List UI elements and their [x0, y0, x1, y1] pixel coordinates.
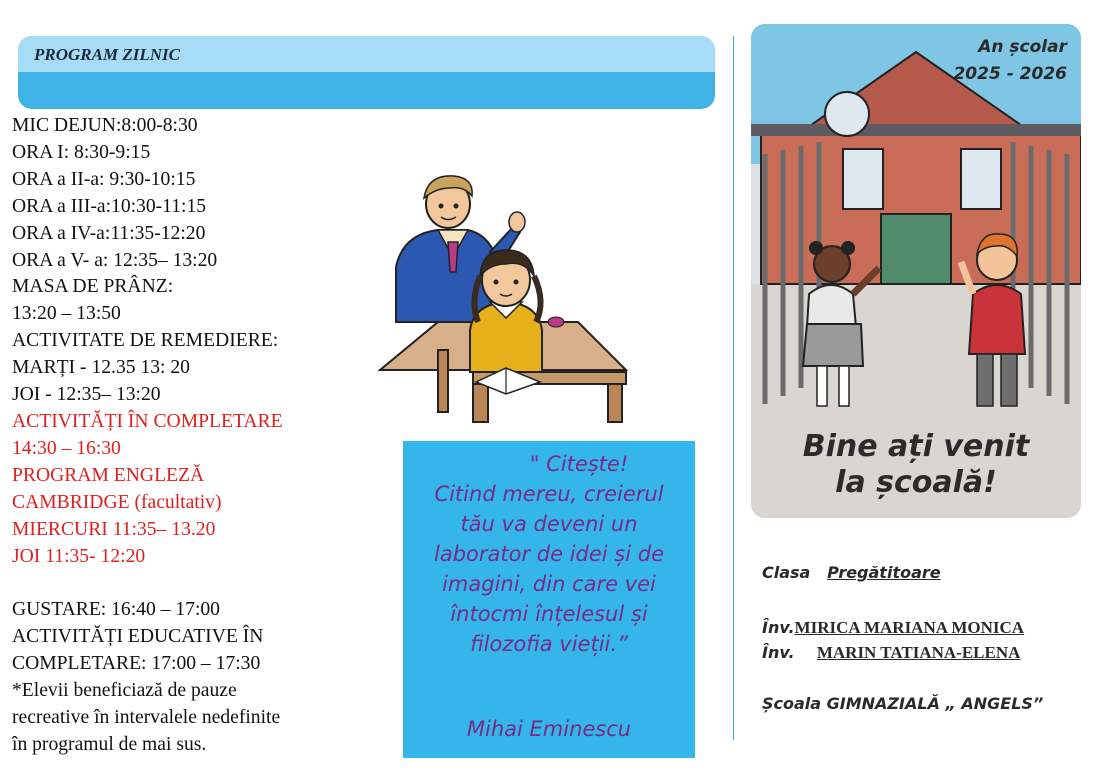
quote-author: Mihai Eminescu [466, 717, 632, 741]
schedule-line-highlight: JOI 11:35- 12:20 [12, 545, 146, 567]
class-label: Clasa [762, 563, 811, 582]
schedule-line: COMPLETARE: 17:00 – 17:30 [12, 653, 261, 675]
teacher-1-name: MIRICA MARIANA MONICA [794, 618, 1025, 637]
schedule-line: ORA a V- a: 12:35– 13:20 [12, 249, 218, 271]
schedule-line-highlight: CAMBRIDGE (facultativ) [12, 491, 222, 513]
teacher-2 [762, 643, 1020, 663]
quote-line: Citind mereu, creierul [434, 482, 664, 506]
program-header-bar [18, 36, 715, 109]
teacher-1-label: Înv. [762, 618, 795, 637]
schedule-spacer [12, 570, 372, 597]
schedule-line: ORA a II-a: 9:30-10:15 [12, 168, 196, 190]
quote-text [403, 449, 695, 659]
schedule-line: MARȚI - 12.35 13: 20 [12, 357, 190, 379]
schedule-line-highlight: PROGRAM ENGLEZĂ [12, 464, 205, 486]
school-year-label [953, 34, 1067, 88]
schedule-note: *Elevii beneficiază de pauze [12, 680, 237, 702]
schedule-line: 13:20 – 13:50 [12, 303, 121, 325]
teacher-1 [762, 618, 1024, 638]
welcome-line: Bine ați venit [802, 429, 1030, 464]
schedule-line: ACTIVITĂȚI EDUCATIVE ÎN [12, 626, 264, 648]
quote-line: întocmi înțelesul și [450, 602, 648, 626]
column-divider [733, 36, 734, 740]
quote-line: imagini, din care vei [442, 572, 656, 596]
school-year-caption: An școlar [978, 37, 1067, 57]
schedule-line: ORA a III-a:10:30-11:15 [12, 195, 207, 217]
class-info [762, 563, 941, 582]
class-value: Pregătitoare [827, 563, 941, 582]
schedule-note: în programul de mai sus. [12, 733, 207, 755]
schedule-line: ORA I: 8:30-9:15 [12, 141, 151, 163]
students-cartoon-illustration [378, 172, 628, 427]
school-year-value: 2025 - 2026 [953, 64, 1067, 84]
program-title: PROGRAM ZILNIC [34, 45, 180, 64]
schedule-line-highlight: MIERCURI 11:35– 13.20 [12, 518, 216, 540]
schedule-line: ORA a IV-a:11:35-12:20 [12, 222, 206, 244]
schedule-line: GUSTARE: 16:40 – 17:00 [12, 599, 220, 621]
quote-line: tău va deveni un [460, 512, 638, 536]
welcome-message [751, 429, 1081, 501]
schedule-line: ACTIVITATE DE REMEDIERE: [12, 330, 279, 352]
welcome-cover-card [751, 24, 1081, 518]
school-name: Școala GIMNAZIALĂ „ ANGELS” [762, 694, 1044, 713]
quote-line: filozofia vieții.” [470, 632, 628, 656]
schedule-line: MASA DE PRÂNZ: [12, 276, 174, 298]
schedule-line: MIC DEJUN:8:00-8:30 [12, 115, 198, 136]
teacher-2-name: MARIN TATIANA-ELENA [816, 643, 1021, 662]
daily-schedule [12, 113, 372, 759]
schedule-line-highlight: 14:30 – 16:30 [12, 437, 121, 459]
schedule-line-highlight: ACTIVITĂȚI ÎN COMPLETARE [12, 410, 283, 432]
schedule-note: recreative în intervalele nedefinite [12, 706, 281, 728]
quote-line: " Citește! [529, 452, 629, 476]
teacher-2-label: Înv. [762, 643, 795, 662]
quote-box [403, 441, 695, 758]
welcome-line: la școală! [835, 465, 997, 500]
schedule-line: JOI - 12:35– 13:20 [12, 384, 161, 406]
quote-line: laborator de idei și de [434, 542, 664, 566]
